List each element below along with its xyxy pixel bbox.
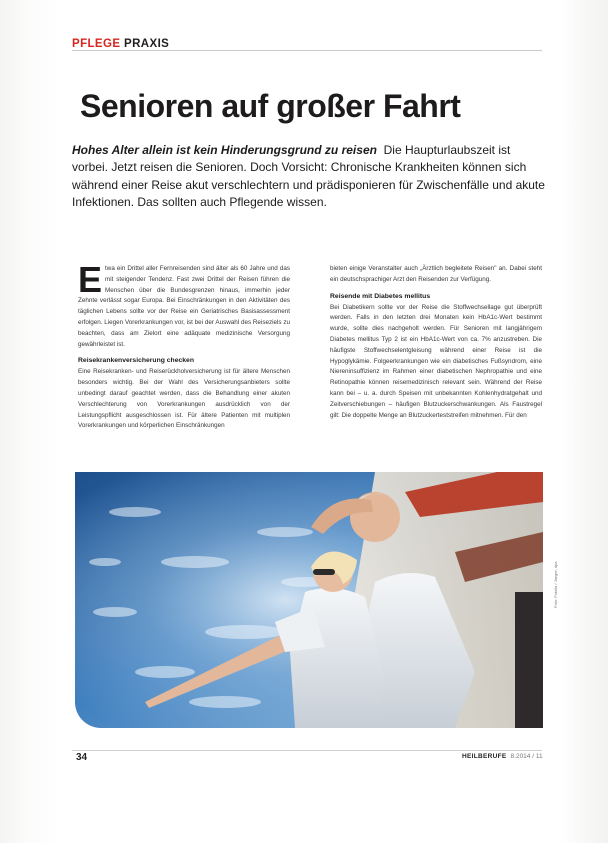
continued-paragraph: bieten einige Veranstalter auch „Ärztlich begleitete Reisen" an. Dabei steht ein deutschsprachiger Arzt den Reisenden zur Verfügung. xyxy=(330,265,542,283)
footer-masthead xyxy=(462,753,543,760)
footer-rule xyxy=(72,750,542,751)
article-lead xyxy=(72,142,546,212)
issue-number: 8.2014 / 11 xyxy=(510,753,543,760)
subheading-insurance: Reisekrankenversicherung checken xyxy=(78,357,194,365)
page-number: 34 xyxy=(76,752,88,763)
photo-credit: Foto: Fotolia / Jaeger, dpa xyxy=(553,561,558,608)
article-column-right xyxy=(330,264,542,421)
subheading-diabetes: Reisende mit Diabetes mellitus xyxy=(330,292,431,300)
magazine-name: HEILBERUFE xyxy=(462,753,507,760)
insurance-paragraph: Eine Reisekranken- und Reiserückholversicherung ist für ältere Menschen besonders wichtig. Bei der Wahl des Versicherungsanbieters sollte unbedingt darauf geachtet werden, dass die Behandlung einer akuten Verschlechterung von Vorerkrankungen ausdrücklich von der Leistungspflicht ausgeschlossen ist. Für ältere Patienten mit multiplen Vorerkrankungen und körperlichen Einschränkungen xyxy=(78,368,290,430)
intro-paragraph xyxy=(78,259,290,350)
lead-text: Die Haupturlaubszeit ist vorbei. Jetzt reisen die Senioren. Doch Vorsicht: Chronische Krankheiten können sich während einer Reise akut verschlechtern und prädisponieren für Zwischenfälle und akute Infektionen. Das sollten auch Pflegende wissen. xyxy=(72,143,545,210)
senior-couple-photo xyxy=(75,472,543,728)
article-photo xyxy=(75,472,543,728)
section-brand xyxy=(72,38,169,50)
brand-first: PFLEGE xyxy=(72,38,121,50)
lead-emphasis: Hohes Alter allein ist kein Hinderungsgrund zu reisen xyxy=(72,143,377,157)
header-rule xyxy=(72,50,542,51)
article-column-left xyxy=(78,259,290,432)
intro-text: twa ein Drittel aller Fernreisenden sind älter als 60 Jahre und das mit steigender Tendenz. Fast zwei Drittel der Reisen führen die Menschen über die Bundesgrenzen hinaus, immerhin jeder Zehnte verlässt sogar Europa. Bei Einschränkungen in den Aktivitäten des täglichen Lebens sollte vor der Reise ein Geriatrisches Basisassessment erfolgen. Liegen Vorerkrankungen vor, ist bei der Auswahl des Reiseziels zu beachten, dass am Zielort eine adäquate medizinische Versorgung gewährleistet ist. xyxy=(78,265,290,348)
article-title: Senioren auf großer Fahrt xyxy=(80,88,461,124)
drop-cap: E xyxy=(78,259,103,300)
diabetes-paragraph: Bei Diabetikern sollte vor der Reise die Stoffwechsellage gut überprüft werden. Falls in den letzten drei Monaten kein HbA1c-Wert bestimmt wurde, sollte dies nachgeholt werden. Für Senioren mit langjährigem Diabetes mellitus Typ 2 ist ein HbA1c-Wert von ca. 7% anzustreben. Die häufigste Stoffwechselentgleisung während einer Reise ist die Hypoglykämie. Folgeerkrankungen wie ein diabetisches Fußsyndrom, eine Niereninsuffizienz im Rahmen einer diabetischen Nephropathie und eine Retinopathie können reisemedizinisch relevant sein. Während der Reise kann bei – u. a. durch Speisen mit unbekannten Kohlenhydratgehalt und Zeitverschiebungen – häufigen Blutzuckerschwankungen. Als Faustregel gilt: Die doppelte Menge an Blutzuckerteststreifen mitnehmen. Für den xyxy=(330,303,542,419)
brand-second: PRAXIS xyxy=(124,38,170,50)
